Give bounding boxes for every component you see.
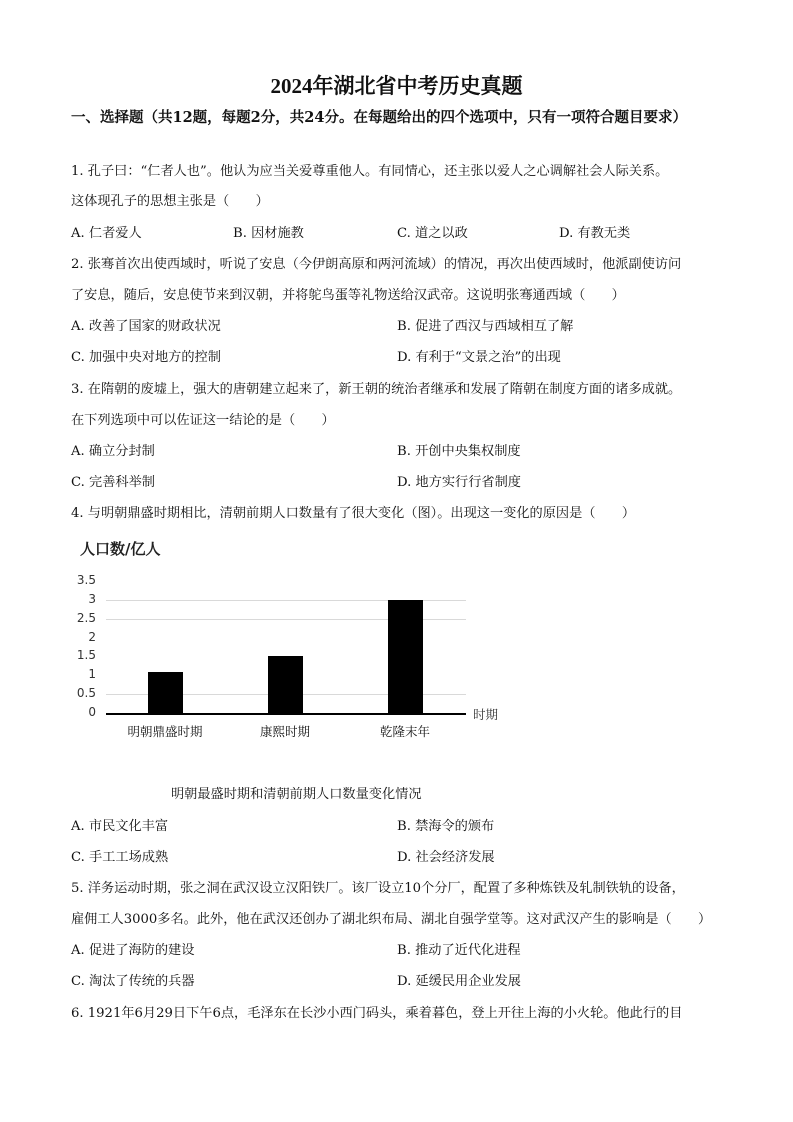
question-3-option-b: B. 开创中央集权制度 — [397, 444, 521, 459]
section-heading: 一、选择题（共12题，每题2分，共24分。在每题给出的四个选项中，只有一项符合题目要求） — [71, 109, 687, 126]
question-1-option-d: D. 有教无类 — [559, 226, 631, 241]
x-category-label: 康熙时期 — [259, 724, 310, 739]
question-1-line-2: 这体现孔子的思想主张是（ ） — [71, 194, 269, 209]
y-tick: 2.5 — [76, 611, 96, 625]
question-6-line-1: 6. 1921年6月29日下午6点，毛泽东在长沙小西门码头，乘着暮色，登上开往上海的小火轮。他此行的目 — [71, 1006, 683, 1021]
question-1-line-1: 1. 孔子曰：“仁者人也”。他认为应当关爱尊重他人。有同情心，还主张以爱人之心调解社会人际关系。 — [71, 164, 669, 179]
document-title: 2024年湖北省中考历史真题 — [270, 74, 523, 98]
question-4-option-b: B. 禁海令的颁布 — [397, 819, 495, 834]
question-5-line-2: 雇佣工人3000多名。此外，他在武汉还创办了湖北织布局、湖北自强学堂等。这对武汉产生的影响是（ ） — [71, 912, 712, 927]
chart-caption: 明朝最盛时期和清朝前期人口数量变化情况 — [171, 787, 422, 802]
bar-ming — [148, 672, 183, 713]
question-5-option-d: D. 延缓民用企业发展 — [397, 974, 521, 989]
question-1-option-a: A. 仁者爱人 — [71, 226, 142, 241]
y-tick: 0.5 — [76, 686, 96, 700]
question-3-option-d: D. 地方实行行省制度 — [397, 475, 521, 490]
x-category-label: 乾隆末年 — [379, 724, 430, 739]
question-2-line-1: 2. 张骞首次出使西域时，听说了安息（今伊朗高原和两河流域）的情况，再次出使西域时，他派副使访问 — [71, 257, 682, 272]
question-1-option-b: B. 因材施教 — [233, 226, 304, 241]
y-tick: 1 — [88, 667, 96, 681]
y-tick: 0 — [88, 705, 96, 719]
question-5-option-c: C. 淘汰了传统的兵器 — [71, 974, 195, 989]
question-2-option-d: D. 有利于“文景之治”的出现 — [397, 350, 561, 365]
question-2-option-b: B. 促进了西汉与西域相互了解 — [397, 319, 574, 334]
y-tick: 3.5 — [76, 573, 96, 587]
question-3-option-a: A. 确立分封制 — [71, 444, 155, 459]
question-4-option-c: C. 手工工场成熟 — [71, 850, 169, 865]
question-3-line-1: 3. 在隋朝的废墟上，强大的唐朝建立起来了，新王朝的统治者继承和发展了隋朝在制度方面的诸多成就。 — [71, 382, 682, 397]
question-2-option-a: A. 改善了国家的财政状况 — [71, 319, 221, 334]
question-2-line-2: 了安息，随后，安息使节来到汉朝，并将鸵鸟蛋等礼物送给汉武帝。这说明张骞通西域（ ） — [71, 288, 625, 303]
y-tick: 3 — [88, 592, 96, 606]
y-tick: 2 — [88, 630, 96, 644]
question-2-option-c: C. 加强中央对地方的控制 — [71, 350, 221, 365]
question-1-option-c: C. 道之以政 — [397, 226, 468, 241]
y-tick: 1.5 — [76, 648, 96, 662]
question-4-option-a: A. 市民文化丰富 — [71, 819, 169, 834]
x-category-label: 明朝鼎盛时期 — [127, 724, 203, 739]
chart-y-axis-title: 人口数/亿人 — [80, 540, 161, 558]
x-axis-line — [106, 713, 466, 715]
question-5-option-b: B. 推动了近代化进程 — [397, 943, 521, 958]
question-3-line-2: 在下列选项中可以佐证这一结论的是（ ） — [71, 413, 335, 428]
population-bar-chart — [70, 530, 510, 750]
chart-x-axis-title: 时期 — [473, 707, 499, 722]
question-5-line-1: 5. 洋务运动时期，张之洞在武汉设立汉阳铁厂。该厂设立10个分厂，配置了多种炼铁及轧制铁轨的设备， — [71, 881, 685, 896]
question-4-option-d: D. 社会经济发展 — [397, 850, 495, 865]
question-3-option-c: C. 完善科举制 — [71, 475, 155, 490]
question-5-option-a: A. 促进了海防的建设 — [71, 943, 195, 958]
bar-kangxi — [268, 656, 303, 713]
question-4-line-1: 4. 与明朝鼎盛时期相比，清朝前期人口数量有了很大变化（图）。出现这一变化的原因是（ ） — [71, 506, 636, 521]
bar-qianlong — [388, 600, 423, 713]
